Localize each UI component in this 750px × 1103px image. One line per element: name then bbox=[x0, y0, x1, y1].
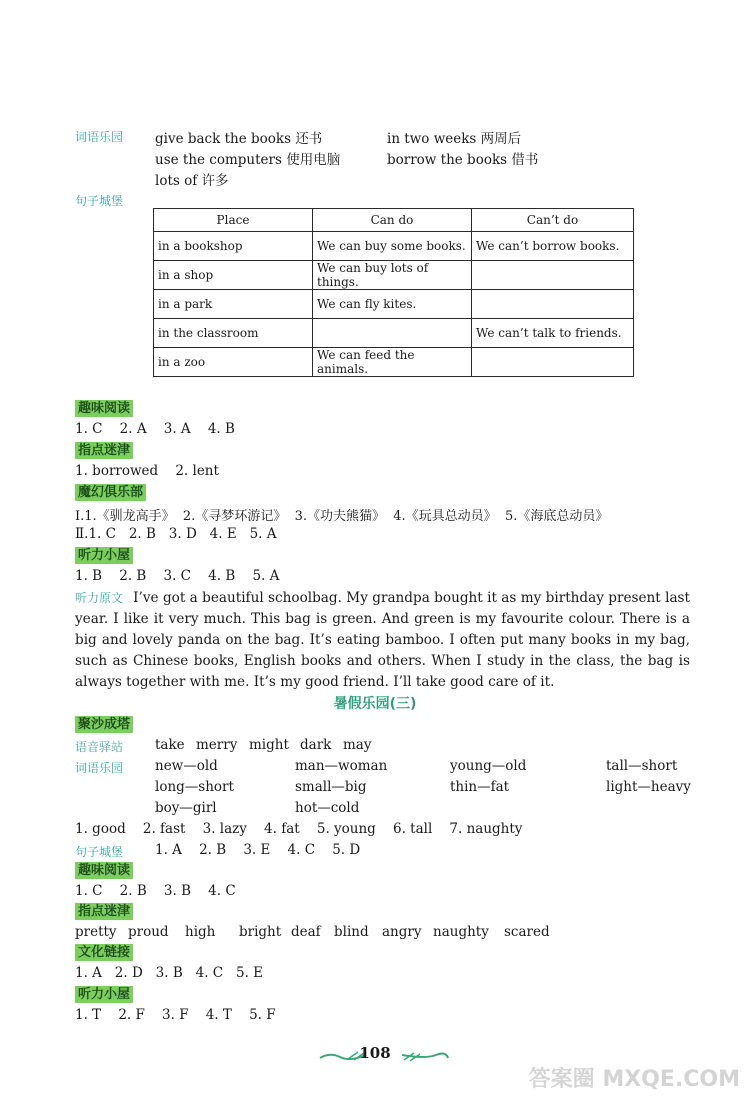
table-cell: in the classroom bbox=[154, 319, 313, 348]
table-cell bbox=[313, 319, 472, 348]
table-row bbox=[154, 261, 634, 290]
table-cell: in a shop bbox=[154, 261, 313, 290]
tips2-word: pretty bbox=[75, 924, 117, 940]
table-row bbox=[154, 290, 634, 319]
table-cell bbox=[472, 261, 634, 290]
table-cell: We can buy lots of things. bbox=[313, 261, 472, 290]
table-header-row bbox=[154, 209, 634, 232]
tips2-word: proud bbox=[128, 924, 169, 940]
column-header: Place bbox=[154, 209, 313, 232]
table-cell: in a bookshop bbox=[154, 232, 313, 261]
section-title: 暑假乐园(三) bbox=[333, 696, 417, 712]
vocab-heading: 词语乐园 bbox=[75, 130, 124, 144]
vocab2-answers: 1. good 2. fast 3. lazy 4. fat 5. young 6. tall 7. naughty bbox=[75, 821, 523, 837]
column-header: Can’t do bbox=[472, 209, 634, 232]
tips-heading: 指点迷津 bbox=[75, 442, 133, 459]
table-cell: in a park bbox=[154, 290, 313, 319]
vocab-item: give back the books 还书 bbox=[155, 131, 323, 147]
reading-answers: 1. C 2. A 3. A 4. B bbox=[75, 421, 235, 437]
phonics-word: dark bbox=[300, 737, 332, 753]
tips2-word: angry bbox=[382, 924, 422, 940]
reading2-answers: 1. C 2. B 3. B 4. C bbox=[75, 883, 236, 899]
club-answers-line2: Ⅱ.1. C 2. B 3. D 4. E 5. A bbox=[75, 526, 277, 542]
culture-heading: 文化链接 bbox=[75, 944, 133, 961]
club-answers-line1: Ⅰ.1.《驯龙高手》 2.《寻梦环游记》 3.《功夫熊猫》 4.《玩具总动员》 5.《海底总动员》 bbox=[75, 509, 609, 524]
script-text: I’ve got a beautiful schoolbag. My grandpa bought it as my birthday present last year. I like it very much. This bag is green. And green is my favourite colour. There is a big and lovely panda on the bag. It’s eating bamboo. I often put many books in my bag, such as Chinese books, English books and others. When I study in the class, the bag is always together with me. It’s my good friend. I’ll take good care of it. bbox=[75, 590, 690, 690]
word-pair: thin—fat bbox=[450, 779, 510, 795]
table-row bbox=[154, 232, 634, 261]
table-cell: in a zoo bbox=[154, 348, 313, 377]
listening2-heading: 听力小屋 bbox=[75, 986, 133, 1003]
phonics-word: might bbox=[249, 737, 289, 753]
club-heading: 魔幻俱乐部 bbox=[75, 484, 146, 501]
listening2-answers: 1. T 2. F 3. F 4. T 5. F bbox=[75, 1007, 276, 1023]
tips2-word: blind bbox=[334, 924, 369, 940]
tips2-word: naughty bbox=[433, 924, 489, 940]
listening-heading: 听力小屋 bbox=[75, 547, 133, 564]
sentence2-answers: 1. A 2. B 3. E 4. C 5. D bbox=[155, 842, 361, 858]
vocab-item: lots of 许多 bbox=[155, 173, 229, 189]
table-cell bbox=[472, 348, 634, 377]
word-pair: boy—girl bbox=[155, 800, 217, 816]
word-pair: hot—cold bbox=[295, 800, 360, 816]
word-pair: young—old bbox=[450, 758, 527, 774]
reading-heading: 趣味阅读 bbox=[75, 400, 133, 417]
tips-answers: 1. borrowed 2. lent bbox=[75, 463, 219, 479]
phonics-heading: 语音驿站 bbox=[75, 740, 124, 754]
reading2-heading: 趣味阅读 bbox=[75, 862, 133, 879]
vocab-item: use the computers 使用电脑 bbox=[155, 152, 341, 168]
word-pair: light—heavy bbox=[606, 779, 691, 795]
tips2-word: bright bbox=[239, 924, 282, 940]
table-cell: We can buy some books. bbox=[313, 232, 472, 261]
table-cell: We can fly kites. bbox=[313, 290, 472, 319]
word-pair: small—big bbox=[295, 779, 367, 795]
word-pair: long—short bbox=[155, 779, 234, 795]
listening-answers: 1. B 2. B 3. C 4. B 5. A bbox=[75, 568, 280, 584]
table-cell: We can feed the animals. bbox=[313, 348, 472, 377]
culture-answers: 1. A 2. D 3. B 4. C 5. E bbox=[75, 965, 264, 981]
phonics-word: take bbox=[155, 737, 185, 753]
table-row bbox=[154, 319, 634, 348]
phonics-word: merry bbox=[196, 737, 238, 753]
tips2-word: high bbox=[185, 924, 216, 940]
page-number: 108 bbox=[359, 1044, 391, 1062]
word-pair: new—old bbox=[155, 758, 218, 774]
sentence-heading: 句子城堡 bbox=[75, 194, 124, 208]
right-ornament-icon bbox=[400, 1050, 450, 1062]
table-row bbox=[154, 348, 634, 377]
tips2-word: scared bbox=[504, 924, 550, 940]
word-pair: man—woman bbox=[295, 758, 388, 774]
word-pair: tall—short bbox=[606, 758, 678, 774]
table-cell bbox=[472, 290, 634, 319]
answer-table bbox=[153, 208, 634, 377]
listening-script bbox=[75, 588, 690, 693]
watermark: 答案圈 MXQE.COM bbox=[528, 1067, 740, 1092]
sentence2-heading: 句子城堡 bbox=[75, 845, 124, 859]
build-heading: 聚沙成塔 bbox=[75, 716, 133, 733]
tips2-word: deaf bbox=[291, 924, 321, 940]
phonics-word: may bbox=[343, 737, 372, 753]
vocab-item: in two weeks 两周后 bbox=[387, 131, 522, 147]
tips2-heading: 指点迷津 bbox=[75, 903, 133, 920]
script-label: 听力原文 bbox=[75, 591, 124, 605]
column-header: Can do bbox=[313, 209, 472, 232]
table-cell: We can’t borrow books. bbox=[472, 232, 634, 261]
vocab2-heading: 词语乐园 bbox=[75, 761, 124, 775]
table-cell: We can’t talk to friends. bbox=[472, 319, 634, 348]
vocab-item: borrow the books 借书 bbox=[387, 152, 539, 168]
